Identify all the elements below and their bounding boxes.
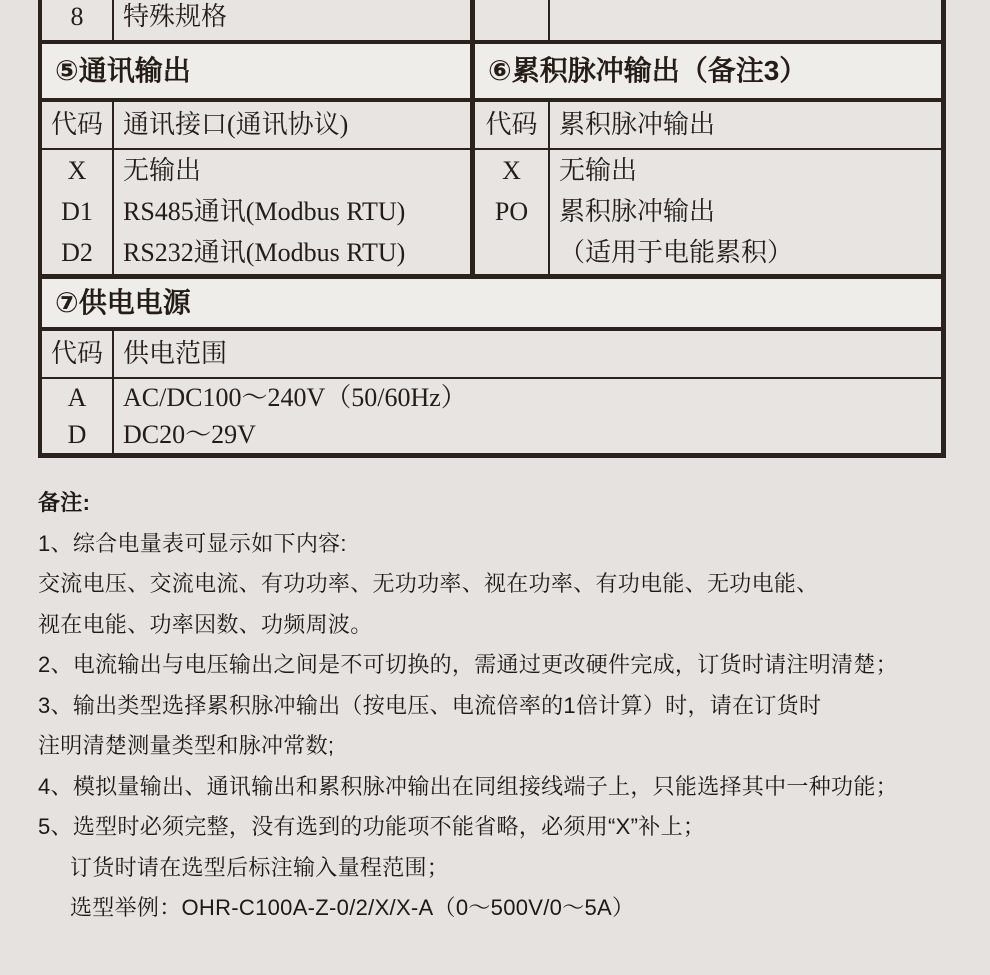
- code-cell-empty: [475, 0, 550, 40]
- code-cell: A: [67, 383, 87, 412]
- section7-column-header-row: [42, 331, 941, 379]
- desc-cell: AC/DC100～240V（50/60Hz）: [123, 383, 467, 412]
- note-line-9: 订货时请在选型后标注输入量程范围；: [70, 854, 450, 880]
- section5-title: ⑤通讯输出: [55, 55, 191, 86]
- code-cell: D2: [61, 238, 93, 267]
- note-line-7: 4、模拟量输出、通讯输出和累积脉冲输出在同组接线端子上，只能选择其中一种功能；: [38, 773, 898, 799]
- code-cell: D: [67, 420, 87, 449]
- desc-cell: （适用于电能累积）: [559, 238, 794, 267]
- code-cell: D1: [61, 197, 93, 226]
- note-line-3: 视在电能、功率因数、功频周波。: [38, 611, 373, 637]
- code-cell: X: [67, 156, 87, 185]
- section7-body-row: [42, 379, 941, 458]
- section5-code-header: 代码: [42, 102, 114, 148]
- body-row-outputs: [42, 150, 941, 279]
- note-line-6: 注明清楚测量类型和脉冲常数;: [38, 733, 335, 758]
- table-row-special-spec: [42, 0, 941, 44]
- section-header-row: [42, 44, 941, 102]
- section6-desc-header: 累积脉冲输出: [559, 110, 716, 139]
- section6-title: ⑥累积脉冲输出（备注3）: [488, 55, 808, 86]
- desc-cell: RS485通讯(Modbus RTU): [123, 197, 406, 226]
- note-line-2: 交流电压、交流电流、有功功率、无功功率、视在功率、有功电能、无功电能、: [38, 571, 819, 596]
- code-cell: [475, 232, 548, 273]
- desc-cell: DC20～29V: [123, 420, 256, 449]
- note-line-8: 5、选型时必须完整，没有选到的功能项不能省略，必须用“X”补上；: [38, 814, 706, 839]
- desc-cell: 无输出: [559, 156, 638, 185]
- section7-title: ⑦供电电源: [55, 287, 191, 318]
- section6-code-header: 代码: [475, 102, 550, 148]
- section7-code-header: 代码: [42, 331, 114, 377]
- desc-cell: 无输出: [123, 156, 202, 185]
- desc-cell-empty: [550, 0, 941, 40]
- section5-desc-header: 通讯接口(通讯协议): [123, 110, 349, 139]
- section7-desc-header: 供电范围: [123, 339, 228, 368]
- code-cell: X: [502, 156, 521, 185]
- note-line-4: 2、电流输出与电压输出之间是不可切换的，需通过更改硬件完成，订货时请注明清楚；: [38, 652, 898, 677]
- notes-block: [38, 483, 968, 929]
- desc-cell: RS232通讯(Modbus RTU): [123, 238, 406, 267]
- section7-header-row: [42, 279, 941, 331]
- column-header-row: [42, 102, 941, 150]
- ordering-spec-table: [38, 0, 946, 458]
- desc-cell: 累积脉冲输出: [559, 197, 716, 226]
- code-cell: 8: [42, 0, 114, 40]
- notes-title: 备注:: [38, 490, 91, 515]
- note-line-5: 3、输出类型选择累积脉冲输出（按电压、电流倍率的1倍计算）时，请在订货时: [38, 692, 822, 718]
- note-line-1: 1、综合电量表可显示如下内容:: [38, 530, 347, 556]
- desc-cell: 特殊规格: [123, 2, 228, 31]
- code-cell: PO: [494, 197, 529, 226]
- note-line-10: 选型举例：OHR-C100A-Z-0/2/X/X-A（0～500V/0～5A）: [70, 895, 635, 920]
